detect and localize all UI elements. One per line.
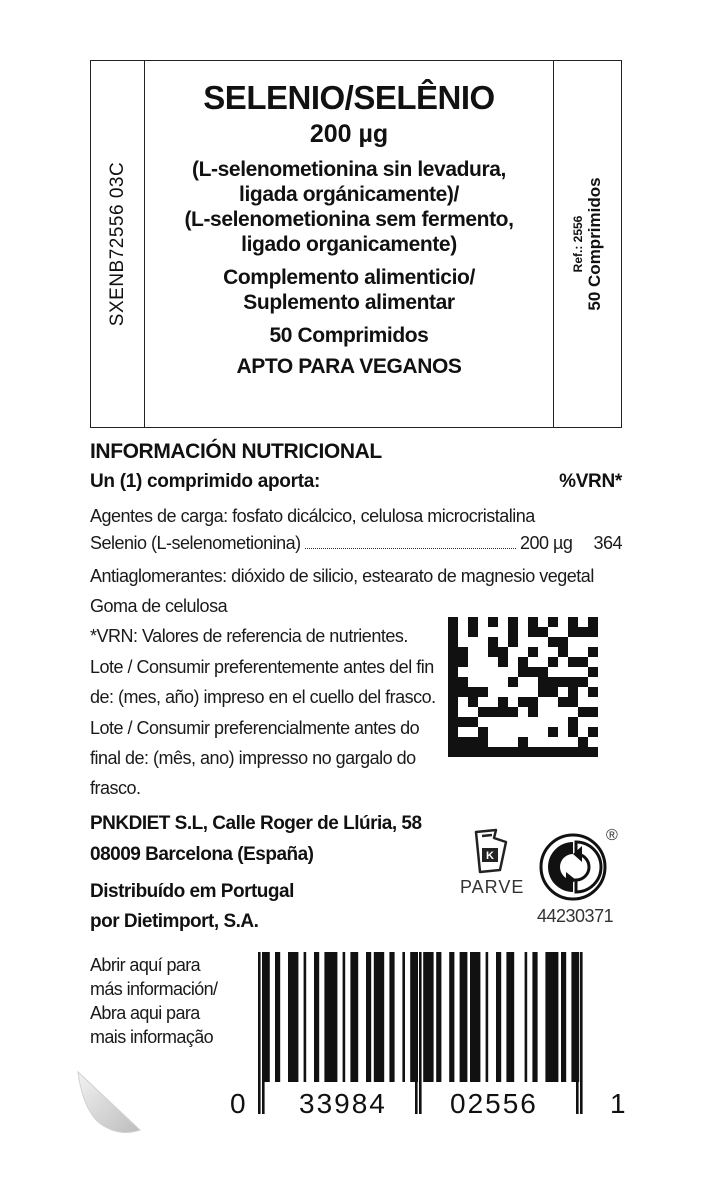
product-label-box — [90, 60, 622, 428]
selenium-name: Selenio (L-selenometionina) — [90, 533, 301, 553]
anticaking-text: Antiaglomerantes: dióxido de silicio, estearato de magnesio vegetal — [90, 566, 594, 586]
barcode-lead-digit: 0 — [230, 1088, 246, 1119]
lot-es-line-1: Lote / Consumir preferentemente antes del fin — [90, 657, 434, 677]
ref-vertical-block — [571, 177, 605, 310]
nutrition-header-row — [90, 471, 622, 493]
vrn-header: %VRN* — [559, 471, 622, 492]
recycling-code: 44230371 — [537, 906, 614, 926]
kosher-icon — [470, 828, 514, 874]
ingredient-es-line-2: ligada orgánicamente)/ — [239, 183, 459, 206]
leader-dots — [305, 536, 516, 549]
serving-label: Un (1) comprimido aporta: — [90, 471, 321, 492]
open-here-line-4: mais informação — [90, 1027, 214, 1047]
product-info — [145, 61, 553, 427]
company-line-2: 08009 Barcelona (España) — [90, 844, 314, 865]
kosher-letter: K — [486, 850, 494, 862]
nutrition-title: INFORMACIÓN NUTRICIONAL — [90, 440, 382, 463]
open-here-line-1: Abrir aquí para — [90, 955, 201, 975]
peel-corner-icon[interactable] — [76, 1070, 156, 1140]
company-line-1: PNKDIET S.L, Calle Roger de Llúria, 58 — [90, 813, 422, 834]
lot-pt-line-3: frasco. — [90, 778, 141, 798]
vrn-note: *VRN: Valores de referencia de nutrientes. — [90, 626, 408, 646]
ingredient-pt-line-1: (L-selenometionina sem fermento, — [184, 208, 514, 231]
ingredient-pt-line-2: ligado organicamente) — [241, 233, 457, 256]
selenium-vrn: 364 — [593, 533, 622, 553]
lot-pt-line-1: Lote / Consumir preferencialmente antes do — [90, 718, 420, 738]
distributor-line-1: Distribuído em Portugal — [90, 881, 294, 902]
barcode-check-digit: 1 — [610, 1088, 626, 1119]
ref-number: Ref.: 2556 — [570, 215, 585, 273]
category-pt: Suplemento alimentar — [243, 291, 455, 314]
data-matrix-code — [448, 617, 598, 757]
lot-es-line-2: de: (mes, año) impreso en el cuello del frasco. — [90, 687, 436, 707]
selenium-amount: 200 µg — [520, 533, 573, 553]
ref-column — [553, 61, 621, 427]
fillers-text: Agentes de carga: fosfato dicálcico, celulosa microcristalina — [90, 506, 535, 526]
tablet-count: 50 Comprimidos — [269, 324, 429, 347]
vegan-claim: APTO PARA VEGANOS — [236, 355, 462, 378]
selenium-row — [90, 533, 622, 554]
lot-pt-line-2: final de: (mês, ano) impresso no gargalo do — [90, 748, 416, 768]
product-dose: 200 µg — [309, 120, 389, 148]
distributor-line-2: por Dietimport, S.A. — [90, 911, 259, 932]
vertical-tablet-count: 50 Comprimidos — [584, 177, 604, 311]
parve-label: PARVE — [460, 877, 525, 897]
recycling-icon — [538, 832, 608, 902]
ingredient-es-line-1: (L-selenometionina sin levadura, — [192, 158, 506, 181]
barcode-group-1: 33984 — [299, 1088, 387, 1119]
registered-mark: ® — [606, 827, 618, 844]
open-here-text — [90, 953, 217, 1049]
barcode-group-2: 02556 — [450, 1088, 538, 1119]
category-es: Complemento alimenticio/ — [223, 266, 475, 289]
open-here-line-2: más información/ — [90, 979, 218, 999]
side-code-column — [91, 61, 145, 427]
side-code: SXENB72556 03C — [106, 161, 128, 327]
product-title: SELENIO/SELÊNIO — [203, 79, 495, 116]
open-here-line-3: Abra aqui para — [90, 1003, 200, 1023]
gum-text: Goma de celulosa — [90, 596, 228, 616]
